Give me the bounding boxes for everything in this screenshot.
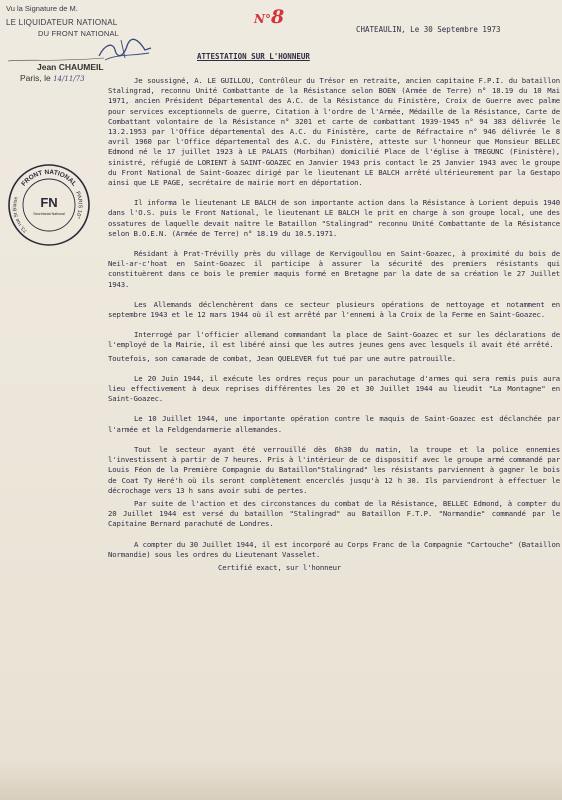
letter-place-date: CHATEAULIN, Le 30 Septembre 1973 [356, 25, 501, 34]
certification-line: Certifié exact, sur l'honneur [218, 562, 342, 572]
stamp-sub-text: Secrétariat National [33, 212, 65, 216]
handwritten-number [254, 6, 292, 36]
paragraph-2: Il informa le lieutenant LE BALCH de son importante action dans la Résistance à Lorient depuis 1940 dans l'O.S. puis le Front National, le lieutenant LE BALCH le prit en charge à son groupe local, une des ossatures de laquelle devait naître le Bataillon "Stalingrad" reconnu Unité Combattante de la Résistance selon B.O.E.N. (Armée de Terre) n° 18.19 du 10.5.1971. [108, 198, 560, 238]
paragraph-5: Interrogé par l'officier allemand commandant la place de Saint-Goazec et sur les déclarations de l'employé de la Mairie, il est libéré ainsi que les autres jeunes gens avec lesquels il avait été arrêté. [108, 330, 560, 350]
paragraph-1: Je soussigné, A. LE GUILLOU, Contrôleur du Trésor en retraite, ancien capitaine F.P.I. du bataillon Stalingrad, reconnu Unité Combattante de la Résistance selon BOEN (Armée de Terre) n° 18.19 du 10 Mai 1971, ancien Président Départemental des A.C. de la Résistance du Finistère, Croix de Guerre avec palme pour services exceptionnels de guerre, Citation à l'ordre de l'Armée, Médaille de la Résistance, Carte de Combattant volontaire de la Résistance n° 3201 et carte de combattant 1939-1945 n° 94 383 délivrée le 13.2.1953 par l'Office départemental des A.C. du Finistère, carte de Réfractaire n° 946 délivrée le 8 avril 1960 par l'Office départemental des A.C. du Finistère, atteste sur l'honneur que Monsieur BELLEC Edmond né le 17 juillet 1923 à LE PALAIS (Morbihan) domicilié Place de l'église à TREGUNC (Finistère), sinistré, réfugié de LORIENT à SAINT-GOAZEC en Janvier 1943 pris contact le 25 Janvier 1943 avec le groupe du Front National de Saint-Goazec dirigé par le lieutenant LE BALCH arrêté ultérieurement par la Gestapo ainsi que LE PAGE, secrétaire de mairie mort en déportation. [108, 76, 560, 188]
liquidator-name: Jean CHAUMEIL [37, 62, 104, 72]
signature-line: Vu la Signature de M. [6, 4, 78, 13]
letter-title: ATTESTATION SUR L'HONNEUR [197, 52, 310, 61]
front-national-stamp-icon [6, 162, 92, 248]
paragraph-6: Toutefois, son camarade de combat, Jean QUELEVER fut tué par une autre patrouille. [108, 353, 456, 363]
stamp-center-text: FN [40, 195, 58, 210]
number-prefix: N° [254, 12, 271, 26]
handwritten-date: 14/11/73 [53, 75, 85, 83]
paragraph-8: Le 10 Juillet 1944, une importante opération contre le maquis de Saint-Goazec est déclanchée par l'armée et la Feldgendarmerie allemandes. [108, 414, 560, 434]
paragraph-4: Les Allemands déclenchèrent dans ce secteur plusieurs opérations de nettoyage et notamment en septembre 1943 et le 12 mars 1944 où il est arrêté par l'ennemi à la Croix de la Ferme en Saint-Goazec. [108, 299, 560, 320]
number-value: 8 [270, 6, 285, 28]
svg-text:73, rue St Blaise [12, 196, 29, 234]
paragraph-7: Le 20 Juin 1944, il exécute les ordres reçus pour un parachutage d'armes qui sera remis puis aura lieu effectivement à deux reprises différentes les 20 et 30 Juillet 1944 au lieudit "La Montagne" en Saint-Goazec. [108, 373, 560, 404]
liquidator-org: DU FRONT NATIONAL [38, 29, 120, 38]
paragraph-9: Tout le secteur ayant été verrouillé dès 6h30 du matin, la troupe et la police ennemies l'investissent à partir de 7 heures. Pris à l'intérieur de ce dispositif avec le groupe armé commandé par Louis Féon de la Première Compagnie du Bataillon"Stalingrad" les résistants parviennent à gagner le bois de Coat Ty Heré'h où ils seront complètement encerclés jusqu'à 12 h 30. Ils parviendront à effectuer le décrochage vers 13 h sans avoir subi de pertes. [108, 444, 560, 495]
liquidator-title: LE LIQUIDATEUR NATIONAL [6, 18, 118, 27]
svg-text:FRONT NATIONAL [20, 169, 77, 188]
paragraph-11: A compter du 30 Juillet 1944, il est incorporé au Corps Franc de la Compagnie "Cartouche" (Bataillon Normandie) sous les ordres du Lieutenant Vasselet. [108, 539, 560, 559]
letter-body [108, 76, 560, 583]
paragraph-3: Résidant à Prat-Trévilly près du village de Kervigoullou en Saint-Goazec, à proximité du bois de Neil-ar-c'hoat en Saint-Goazec il participe à assurer la sécurité des premiers résistants qui constituèrent dans ce bois le premier maquis formé en Bretagne par la date de sa création le 27 Juillet 1943. [108, 249, 560, 289]
paris-date-line [20, 73, 85, 83]
place-prefix: Paris, le [20, 73, 51, 83]
stamp-right-text: PARIS 10° [74, 190, 83, 220]
stamp-left-text: 73, rue St Blaise [12, 196, 29, 234]
stamp-top-text: FRONT NATIONAL [20, 168, 78, 188]
paragraph-10: Par suite de l'action et des circonstances du combat de la Résistance, BELLEC Edmond, à compter du 20 Juillet 1944 est versé du bataillon "Stalingrad" au Bataillon F.T.P. "Normandie" commandé par le Capitaine Bernard parachuté de Londres. [108, 498, 560, 529]
